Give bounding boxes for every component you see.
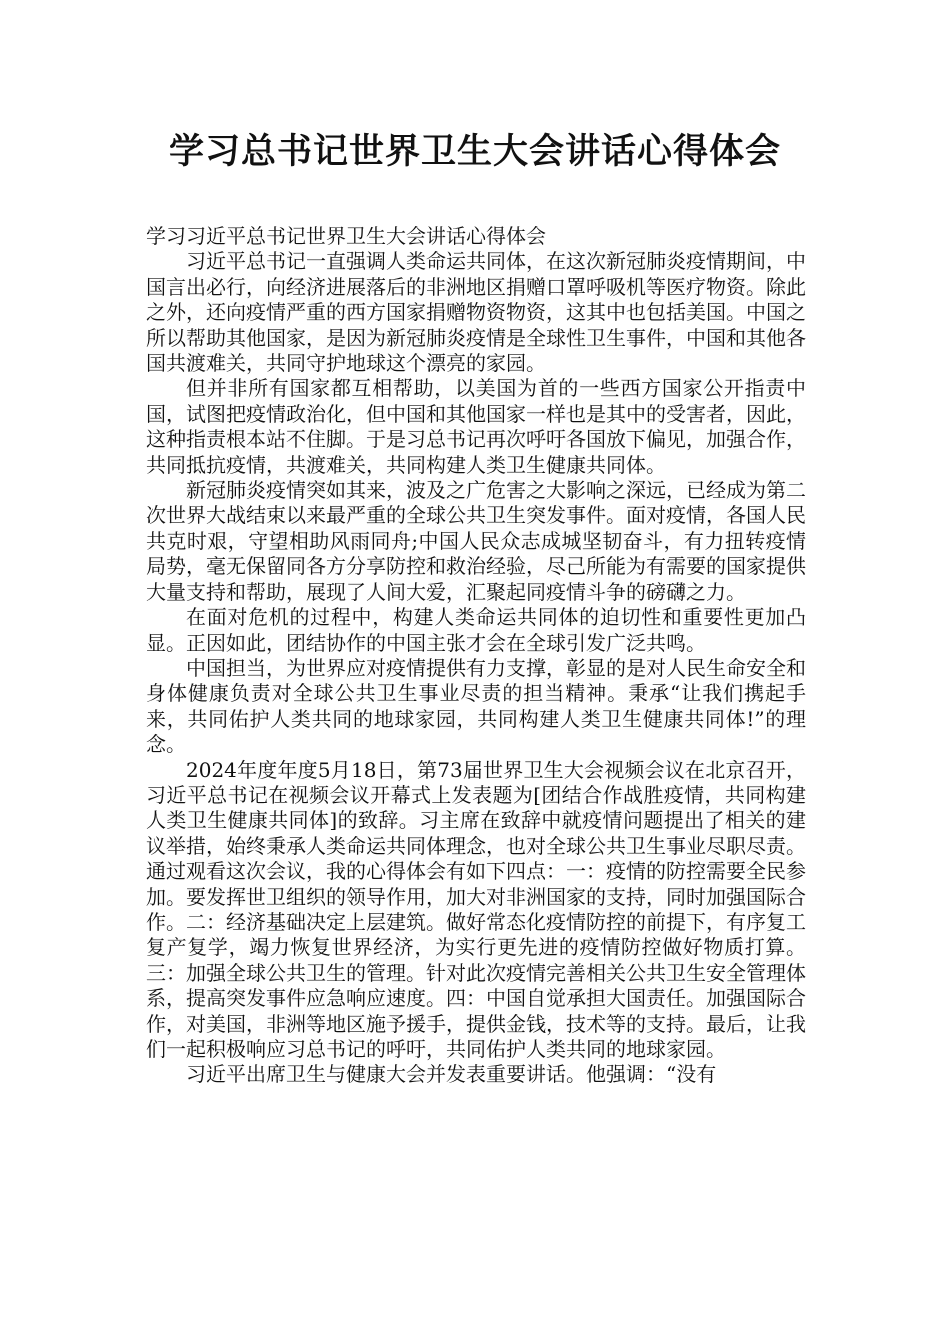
paragraph-2: 但并非所有国家都互相帮助，以美国为首的一些西方国家公开指责中国，试图把疫情政治化，但中国和其他国家一样也是其中的受害者，因此，这种指责根本站不住脚。于是习总书记再次呼吁各国放下偏见，加强合作，共同抵抗疫情，共渡难关，共同构建人类卫生健康共同体。 bbox=[146, 376, 806, 477]
paragraph-4: 在面对危机的过程中，构建人类命运共同体的迫切性和重要性更加凸显。正因如此，团结协作的中国主张才会在全球引发广泛共鸣。 bbox=[146, 605, 806, 655]
document-subtitle: 学习习近平总书记世界卫生大会讲话心得体会 bbox=[146, 224, 546, 248]
document-title: 学习总书记世界卫生大会讲话心得体会 bbox=[168, 132, 781, 172]
paragraph-1: 习近平总书记一直强调人类命运共同体，在这次新冠肺炎疫情期间，中国言出必行，向经济进展落后的非洲地区捐赠口罩呼吸机等医疗物资。除此之外，还向疫情严重的西方国家捐赠物资物资，这其中也包括美国。中国之所以帮助其他国家，是因为新冠肺炎疫情是全球性卫生事件，中国和其他各国共渡难关，共同守护地球这个漂亮的家园。 bbox=[146, 249, 806, 376]
paragraph-5: 中国担当，为世界应对疫情提供有力支撑，彰显的是对人民生命安全和身体健康负责对全球公共卫生事业尽责的担当精神。秉承“让我们携起手来，共同佑护人类共同的地球家园，共同构建人类卫生健康共同体!”的理念。 bbox=[146, 655, 806, 757]
paragraph-7: 习近平出席卫生与健康大会并发表重要讲话。他强调：“没有 bbox=[186, 1062, 717, 1087]
document-body bbox=[146, 224, 806, 1088]
paragraph-3: 新冠肺炎疫情突如其来，波及之广危害之大影响之深远，已经成为第二次世界大战结束以来最严重的全球公共卫生突发事件。面对疫情，各国人民共克时艰，守望相助风雨同舟;中国人民众志成城坚韧奋斗，有力扭转疫情局势，毫无保留同各方分享防控和救治经验，尽己所能为有需要的国家提供大量支持和帮助，展现了人间大爱，汇聚起同疫情斗争的磅礴之力。 bbox=[146, 478, 806, 604]
paragraph-6: 2024年度年度5月18日，第73届世界卫生大会视频会议在北京召开，习近平总书记在视频会议开幕式上发表题为[团结合作战胜疫情，共同构建人类卫生健康共同体]的致辞。习主席在致辞中就疫情问题提出了相关的建议举措，始终秉承人类命运共同体理念，也对全球公共卫生事业尽职尽责。通过观看这次会议，我的心得体会有如下四点：一：疫情的防控需要全民参加。要发挥世卫组织的领导作用，加大对非洲国家的支持，同时加强国际合作。二：经济基础决定上层建筑。做好常态化疫情防控的前提下，有序复工复产复学，竭力恢复世界经济，为实行更先进的疫情防控做好物质打算。三：加强全球公共卫生的管理。针对此次疫情完善相关公共卫生安全管理体系，提高突发事件应急响应速度。四：中国自觉承担大国责任。加强国际合作，对美国，非洲等地区施予援手，提供金钱，技术等的支持。最后，让我们一起积极响应习总书记的呼吁，共同佑护人类共同的地球家园。 bbox=[146, 757, 806, 1061]
